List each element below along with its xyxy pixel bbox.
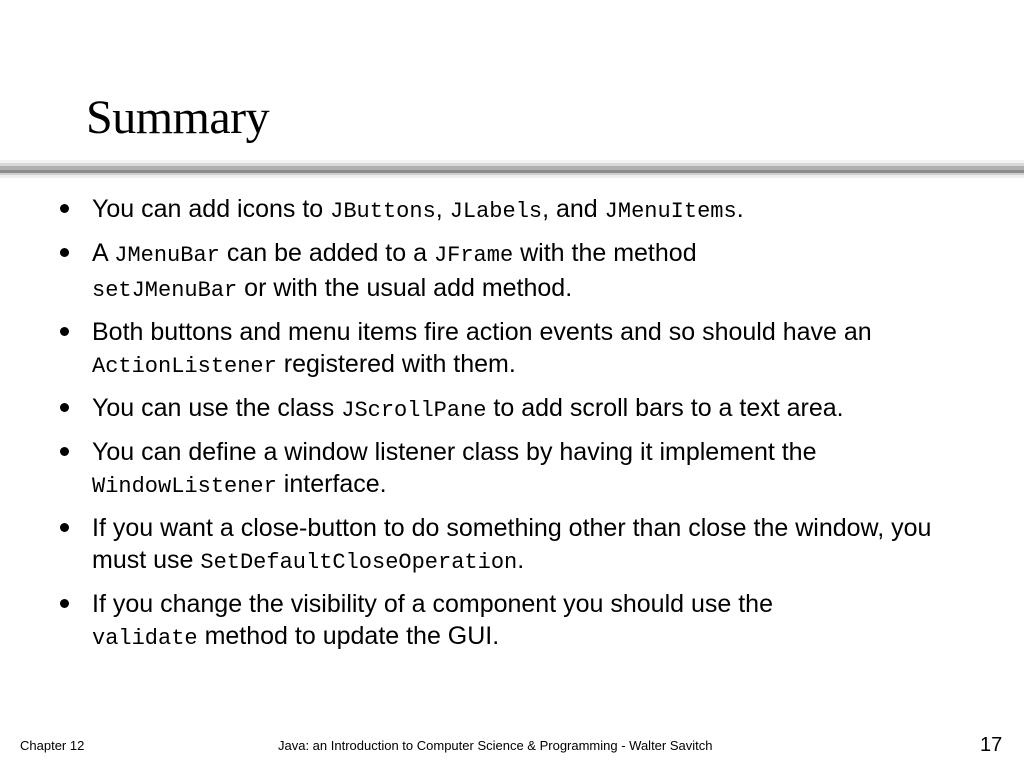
bullet-dot-icon (60, 447, 69, 456)
bullet-text: , and (542, 195, 605, 223)
bullet-text: You can add icons to (92, 195, 331, 223)
bullet-text: registered with them. (276, 350, 516, 378)
bullet-text: method to update the GUI. (197, 622, 500, 650)
code-term: validate (92, 626, 198, 651)
bullet-text: If you want a close-button to do something other than close the window, you must use (92, 514, 932, 574)
title-divider (0, 160, 1024, 178)
code-term: JLabels (449, 199, 543, 224)
code-term: JButtons (330, 199, 436, 224)
code-term: JScrollPane (341, 398, 487, 423)
bullet-dot-icon (60, 523, 69, 532)
bullet-text: , (435, 195, 450, 223)
bullet-item (60, 316, 990, 383)
bullet-text: with the method (513, 239, 697, 267)
bullet-dot-icon (60, 599, 69, 608)
page-number: 17 (980, 734, 1003, 756)
bullet-text: Both buttons and menu items fire action events and so should have an (92, 318, 872, 346)
bullet-item (60, 436, 990, 503)
bullet-item (60, 512, 990, 579)
code-term: setJMenuBar (92, 278, 238, 303)
bullet-text: . (736, 195, 744, 223)
bullet-dot-icon (60, 248, 69, 257)
bullet-text: If you change the visibility of a component you should use the (92, 590, 773, 618)
code-term: JMenuBar (114, 243, 220, 268)
bullet-text: to add scroll bars to a text area. (486, 394, 844, 422)
bullet-item (60, 392, 990, 427)
bullet-dot-icon (60, 204, 69, 213)
footer-chapter: Chapter 12 (20, 738, 85, 753)
code-term: ActionListener (92, 354, 277, 379)
bullet-item (60, 237, 990, 307)
bullet-text: interface. (276, 470, 387, 498)
footer-course-title: Java: an Introduction to Computer Science & Programming - Walter Savitch (278, 738, 713, 753)
bullet-item (60, 588, 990, 655)
bullet-item (60, 193, 990, 228)
bullet-dot-icon (60, 403, 69, 412)
slide-title: Summary (86, 91, 270, 144)
bullet-text: . (517, 546, 525, 574)
code-term: JFrame (433, 243, 514, 268)
code-term: SetDefaultCloseOperation (200, 550, 518, 575)
code-term: JMenuItems (604, 199, 737, 224)
bullet-dot-icon (60, 327, 69, 336)
bullet-text: can be added to a (219, 239, 434, 267)
bullet-list (60, 193, 990, 664)
code-term: WindowListener (92, 474, 277, 499)
bullet-text: A (92, 239, 115, 267)
bullet-text: or with the usual add method. (237, 274, 573, 302)
bullet-text: You can use the class (92, 394, 342, 422)
bullet-text: You can define a window listener class by having it implement the (92, 438, 817, 466)
